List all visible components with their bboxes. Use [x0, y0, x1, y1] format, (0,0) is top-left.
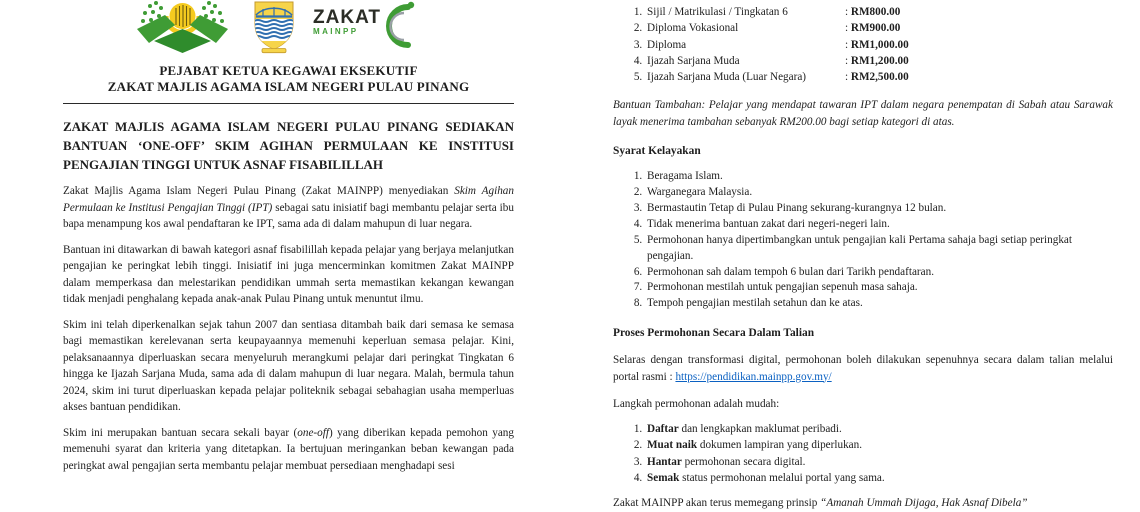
portal-link[interactable]: https://pendidikan.mainpp.gov.my/	[675, 370, 832, 383]
eligibility-item: 2. Warganegara Malaysia.	[645, 185, 1113, 201]
office-header	[63, 63, 514, 94]
office-header-line1: PEJABAT KETUA KEGAWAI EKSEKUTIF	[159, 63, 418, 78]
eligibility-item: 1. Beragama Islam.	[645, 169, 1113, 185]
fee-amount: RM2,500.00	[850, 71, 909, 84]
announcement-title: ZAKAT MAJLIS AGAMA ISLAM NEGERI PULAU PINANG SEDIAKAN BANTUAN ‘ONE-OFF’ SKIM AGIHAN PERMULAAN KE INSTITUSI PENGAJIAN TINGGI UNTUK ASNAF FISABILILLAH	[63, 119, 514, 172]
fee-label: Diploma Vokasional	[647, 22, 739, 35]
closing-text: Zakat MAINPP akan terus memegang prinsip	[613, 497, 821, 510]
fee-label: Ijazah Sarjana Muda	[647, 54, 740, 67]
closing-line	[613, 495, 1113, 511]
step-text: dan lengkapkan maklumat peribadi.	[678, 423, 842, 436]
fee-amount: RM1,000.00	[850, 38, 909, 51]
eligibility-list	[613, 169, 1113, 312]
fee-label: Sijil / Matrikulasi / Tingkatan 6	[647, 6, 788, 18]
fee-item	[645, 53, 1113, 69]
step-keyword: Hantar	[647, 455, 682, 468]
mainpp-crest-logo	[130, 0, 235, 59]
fee-label: Diploma	[647, 38, 687, 51]
paragraph-1-italic: Skim Agihan Permulaan ke Institusi Pengajian Tinggi (IPT)	[63, 185, 514, 214]
fee-item	[645, 37, 1113, 53]
online-process-intro-text: Selaras dengan transformasi digital, permohonan boleh dilakukan sepenuhnya secara dalam talian melalui portal rasmi :	[613, 354, 1113, 383]
office-header-line2: ZAKAT MAJLIS AGAMA ISLAM NEGERI PULAU PINANG	[107, 78, 470, 94]
penang-state-shield-logo	[251, 0, 297, 59]
fee-list	[613, 4, 1113, 85]
page-1	[63, 0, 514, 474]
paragraph-2: Bantuan ini ditawarkan di bawah kategori asnaf fisabilillah kepada pelajar yang berjaya melanjutkan pengajian ke peringkat lebih tinggi. Inisiatif ini juga mencerminkan komitmen Zakat MAINPP dalam memperkasa dan melestarikan pendidikan ummah serta memastikan kekangan kewangan tidak menjadi penghalang kepada anak-anak Pulau Pinang untuk menuntut ilmu.	[63, 243, 514, 305]
step-item	[645, 454, 1113, 470]
mainpp-logo-word: MAINPP	[313, 27, 359, 36]
closing-motto: “Amanah Ummah Dijaga, Hak Asnaf Dibela”	[820, 497, 1028, 510]
zakat-logo-word: ZAKAT	[313, 7, 381, 28]
page-2	[613, 0, 1113, 512]
zakat-swirl-icon	[375, 0, 419, 59]
step-keyword: Semak	[647, 472, 680, 485]
steps-intro: Langkah permohonan adalah mudah:	[613, 397, 780, 410]
eligibility-item: 7. Permohonan mestilah untuk pengajian sepenuh masa sahaja.	[645, 280, 1113, 296]
step-keyword: Daftar	[647, 423, 679, 436]
fee-label: Ijazah Sarjana Muda (Luar Negara)	[647, 71, 807, 84]
eligibility-item: 5. Permohonan hanya dipertimbangkan untuk pengajian kali Pertama sahaja bagi setiap peringkat pengajian.	[645, 233, 1113, 265]
additional-aid-note: Bantuan Tambahan: Pelajar yang mendapat tawaran IPT dalam negara penempatan di Sabah atau Sarawak layak menerima tambahan sebanyak RM200.00 bagi setiap kategori di atas.	[613, 99, 1113, 128]
fee-amount: RM1,200.00	[850, 54, 909, 67]
fee-item	[645, 69, 1113, 85]
fee-amount: RM900.00	[850, 22, 901, 35]
fee-colon: :	[845, 22, 849, 35]
header-divider	[63, 103, 514, 104]
paragraph-1	[63, 183, 514, 233]
step-item	[645, 421, 1113, 437]
eligibility-item: 8. Tempoh pengajian mestilah setahun dan ke atas.	[645, 296, 1113, 312]
fee-colon: :	[845, 54, 849, 67]
step-text: status permohonan melalui portal yang sama.	[679, 472, 885, 485]
step-text: permohonan secara digital.	[681, 455, 806, 468]
paragraph-3: Skim ini telah diperkenalkan sejak tahun 2007 dan sentiasa ditambah baik dari semasa ke semasa bagi memastikan kerelevanan serta keupayaannya memenuhi keperluan semasa pelajar. Kini, pelaksanaannya diperluaskan secara menyeluruh merangkumi pelajar dari peringkat Tingkatan 6 hingga ke Ijazah Sarjana Muda, sama ada di dalam mahupun di luar negara. Malah, bermula tahun 2024, skim ini turut diperluaskan kepada pelajar politeknik sebagai sebahagian usaha memperluas akses bantuan pendidikan.	[63, 318, 514, 413]
steps-list	[613, 421, 1113, 486]
fee-item	[645, 20, 1113, 36]
paragraph-4-italic: one-off	[297, 426, 329, 439]
zakat-mainpp-swirl-logo	[313, 0, 419, 59]
eligibility-item: 6. Permohonan sah dalam tempoh 6 bulan dari Tarikh pendaftaran.	[645, 265, 1113, 281]
eligibility-item: 3. Bermastautin Tetap di Pulau Pinang sekurang-kurangnya 12 bulan.	[645, 201, 1113, 217]
step-item	[645, 470, 1113, 486]
paragraph-4	[63, 425, 514, 475]
step-keyword: Muat naik	[647, 439, 698, 452]
paragraph-4-text: Skim ini merupakan bantuan secara sekali bayar (	[63, 426, 298, 439]
online-process-intro	[613, 352, 1113, 385]
paragraph-1-text: Zakat Majlis Agama Islam Negeri Pulau Pinang (Zakat MAINPP) menyediakan	[63, 185, 455, 197]
paragraph-4-text-b: ) yang diberikan kepada pemohon yang memenuhi syarat dan kriteria yang ditetapkan. Ia bertujuan meringankan beban kewangan pada peringkat awal pengajian serta membantu pelajar membuat persediaan menghadapi sesi	[63, 426, 514, 472]
fee-colon: :	[845, 71, 849, 84]
fee-colon: :	[845, 6, 849, 18]
fee-amount: RM800.00	[850, 6, 901, 18]
step-text: dokumen lampiran yang diperlukan.	[697, 439, 863, 452]
fee-item	[645, 4, 1113, 20]
eligibility-heading: Syarat Kelayakan	[613, 145, 701, 158]
step-item	[645, 437, 1113, 453]
logo-row	[49, 0, 500, 54]
eligibility-item: 4. Tidak menerima bantuan zakat dari negeri-negeri lain.	[645, 217, 1113, 233]
fee-colon: :	[845, 38, 849, 51]
paragraph-1-text-b: sebagai satu inisiatif bagi membantu pelajar serta ibu bapa menampung kos awal pendaftaran ke IPT, sama ada di dalam mahupun di luar negara.	[63, 201, 514, 230]
online-process-heading: Proses Permohonan Secara Dalam Talian	[613, 327, 815, 340]
